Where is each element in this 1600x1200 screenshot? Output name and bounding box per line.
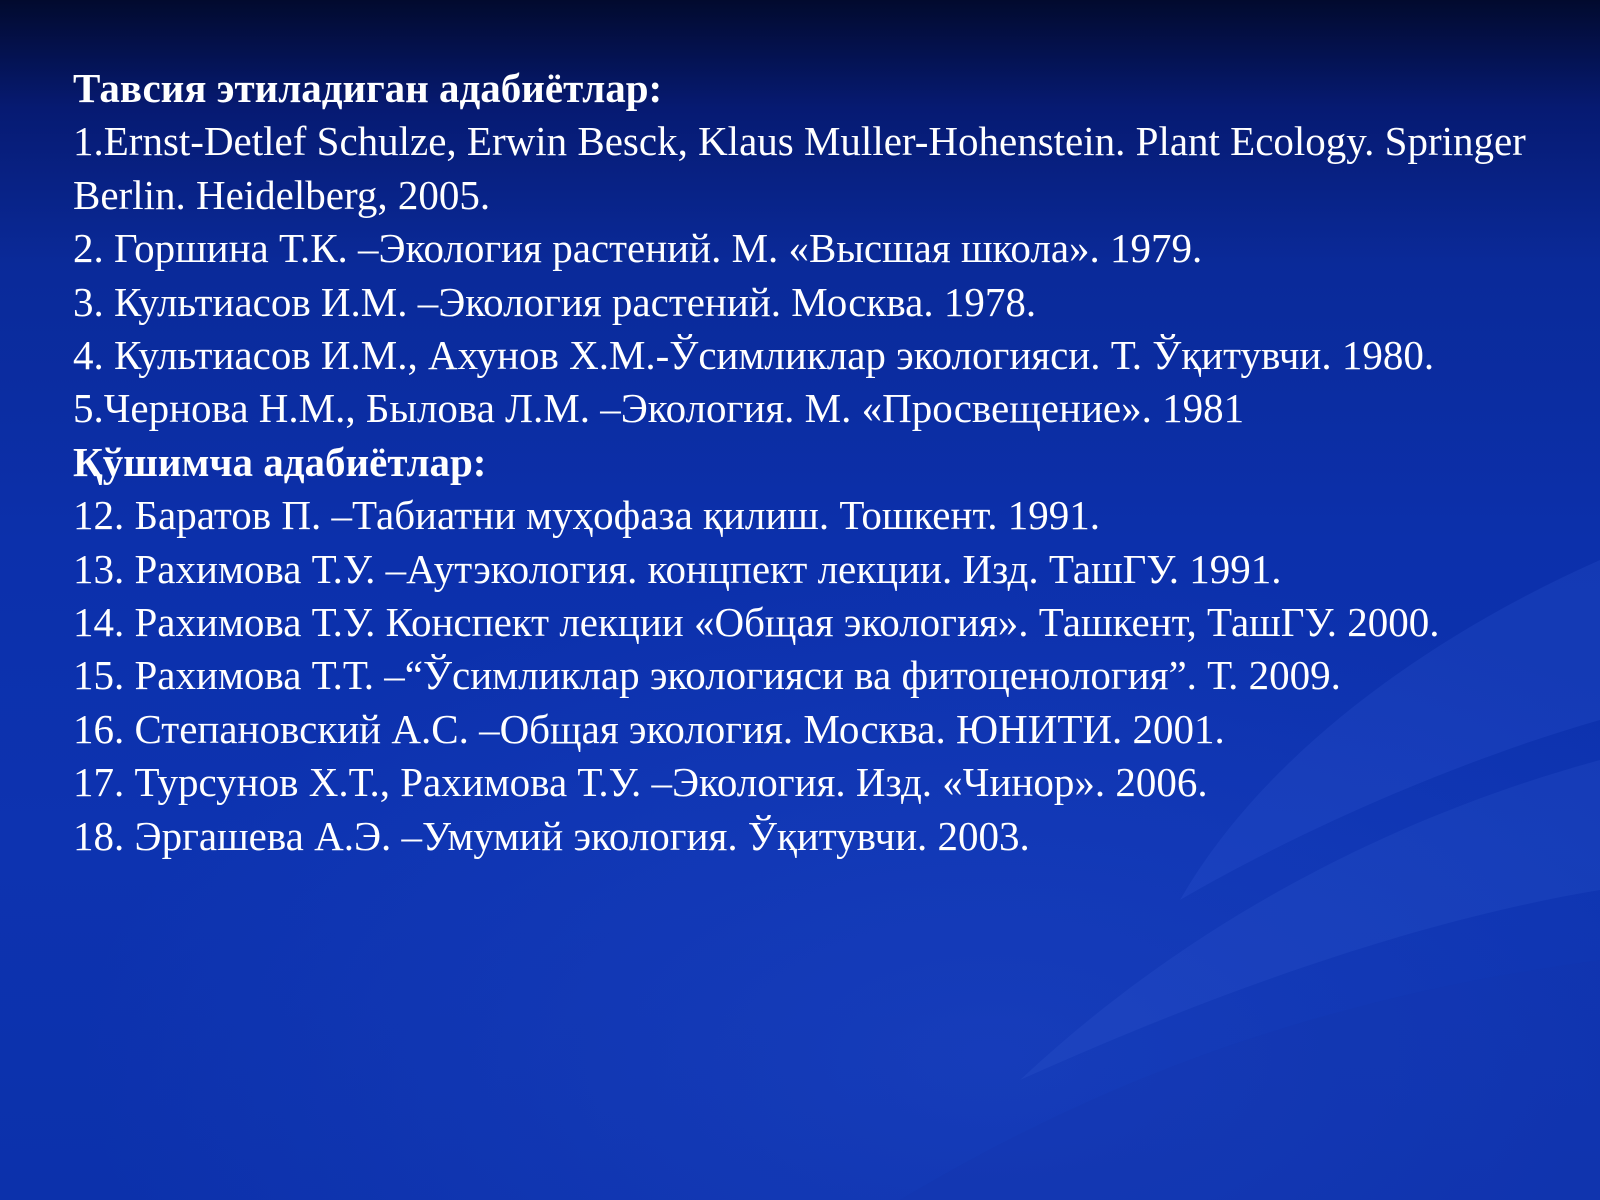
reference-item: 4. Культиасов И.М., Ахунов Х.М.-Ўсимликлар экологияси. Т. Ўқитувчи. 1980.	[73, 332, 1435, 379]
reference-item: 12. Баратов П. –Табиатни муҳофаза қилиш. Тошкент. 1991.	[73, 492, 1101, 539]
main-references-heading: Тавсия этиладиган адабиётлар:	[73, 65, 663, 111]
references-text	[73, 62, 1578, 863]
reference-item: 16. Степановский А.С. –Общая экология. Москва. ЮНИТИ. 2001.	[73, 705, 1225, 752]
reference-item: 17. Турсунов Х.Т., Рахимова Т.У. –Экология. Изд. «Чинор». 2006.	[73, 759, 1208, 806]
reference-item: 2. Горшина Т.К. –Экология растений. М. «Высшая школа». 1979.	[73, 225, 1203, 272]
reference-item: 15. Рахимова Т.Т. –“Ўсимликлар экологияси ва фитоценология”. Т. 2009.	[73, 652, 1341, 699]
reference-item: 13. Рахимова Т.У. –Аутэкология. концпект лекции. Изд. ТашГУ. 1991.	[73, 545, 1282, 592]
reference-item: 18. Эргашева А.Э. –Умумий экология. Ўқитувчи. 2003.	[73, 812, 1030, 859]
reference-item: 14. Рахимова Т.У. Конспект лекции «Общая экология». Ташкент, ТашГУ. 2000.	[73, 599, 1440, 646]
reference-item: 5.Чернова Н.М., Былова Л.М. –Экология. М. «Просвещение». 1981	[73, 385, 1245, 432]
reference-item: 3. Культиасов И.М. –Экология растений. Москва. 1978.	[73, 278, 1037, 325]
reference-item: 1.Ernst-Detlef Schulze, Erwin Besck, Klaus Muller-Hohenstein. Plant Ecology. Springer Berlin. Heidelberg, 2005.	[73, 118, 1526, 218]
extra-references-heading: Қўшимча адабиётлар:	[73, 438, 487, 485]
